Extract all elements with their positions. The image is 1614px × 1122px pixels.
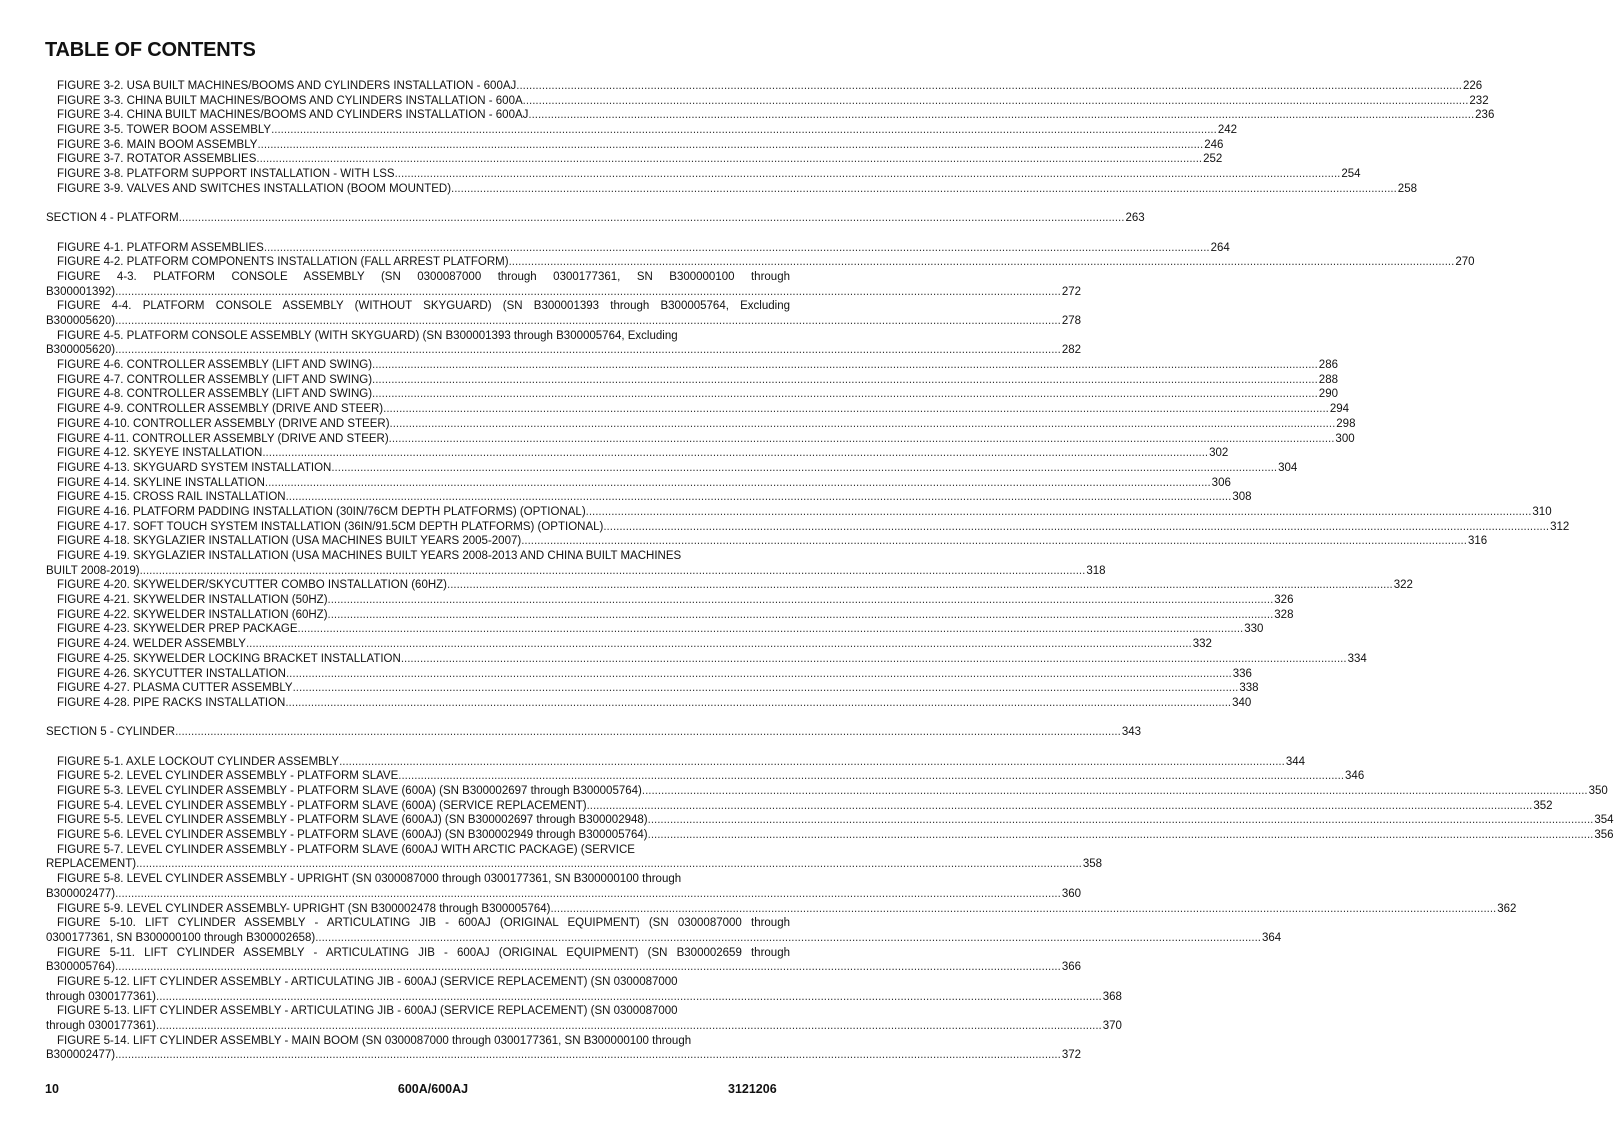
toc-page-number: 312 [1550,520,1570,533]
dot-leader [115,960,1061,975]
toc-entry-text: FIGURE 3-9. VALVES AND SWITCHES INSTALLATION (BOOM MOUNTED) [57,182,452,195]
toc-entry-text: B300005620) [46,315,116,327]
toc-entry-text: FIGURE 4-13. SKYGUARD SYSTEM INSTALLATION [57,461,332,474]
dot-leader [521,534,1467,549]
toc-entry-text: FIGURE 4-25. SKYWELDER LOCKING BRACKET INSTALLATION [57,652,401,665]
toc-entry-text: FIGURE 4-11. CONTROLLER ASSEMBLY (DRIVE AND STEER) [57,432,389,445]
dot-leader [372,387,1318,402]
toc-entry[interactable] [46,108,1495,123]
toc-entry[interactable] [46,784,1608,799]
dot-leader [389,432,1335,447]
dot-leader [648,828,1594,843]
toc-entry-text: B300005620) [46,344,116,357]
dot-leader [395,167,1341,182]
toc-entry-text: FIGURE 4-2. PLATFORM COMPONENTS INSTALLATION (FALL ARREST PLATFORM) [57,256,509,269]
dot-leader [298,622,1244,637]
toc-page-number: 354 [1594,814,1614,827]
toc-page-number: 264 [1210,241,1230,254]
toc-page-number: 330 [1244,623,1264,636]
toc-entry-text: BUILT 2008-2019) [46,564,140,577]
dot-leader [115,285,1061,300]
toc-entry[interactable] [46,314,1081,329]
dot-leader [115,1048,1061,1063]
footer-doc-number: 3121206 [728,1082,777,1096]
toc-page-number: 366 [1061,961,1081,974]
toc-entry-line1[interactable]: FIGURE 4-4. PLATFORM CONSOLE ASSEMBLY (WITHOUT SKYGUARD) (SN B300001393 through B300005764, Excluding [57,300,790,313]
toc-entry-text: FIGURE 4-21. SKYWELDER INSTALLATION (50HZ) [57,594,328,607]
toc-page-number: 360 [1061,887,1081,900]
dot-leader [262,446,1208,461]
dot-leader [156,1019,1102,1034]
dot-leader [328,593,1274,608]
toc-entry-text: FIGURE 4-16. PLATFORM PADDING INSTALLATION (30IN/76CM DEPTH PLATFORMS) (OPTIONAL) [57,505,586,518]
toc-page-number: 258 [1397,182,1417,195]
toc-entry[interactable] [46,387,1338,402]
dot-leader [179,211,1125,226]
toc-entry[interactable] [46,520,1570,535]
spacer [46,197,790,212]
toc-entry[interactable] [46,960,1081,975]
dot-leader [257,138,1203,153]
toc-entry-text: FIGURE 4-18. SKYGLAZIER INSTALLATION (USA MACHINES BUILT YEARS 2005-2007) [57,535,522,548]
toc-entry-text: FIGURE 4-20. SKYWELDER/SKYCUTTER COMBO INSTALLATION (60HZ) [57,579,448,592]
toc-entry[interactable] [46,534,1488,549]
dot-leader [390,417,1336,432]
toc-entry-text: FIGURE 4-7. CONTROLLER ASSEMBLY (LIFT AND SWING) [57,373,373,386]
spacer [46,711,790,726]
toc-entry[interactable] [46,902,1517,917]
toc-page-number: 318 [1086,564,1106,577]
toc-page-number: 352 [1533,799,1553,812]
dot-leader [256,152,1202,167]
toc-entry[interactable] [46,373,1338,388]
dot-leader [115,887,1061,902]
toc-entry-text: FIGURE 4-23. SKYWELDER PREP PACKAGE [57,623,298,636]
toc-entry[interactable] [46,94,1489,109]
toc-entry[interactable] [46,490,1252,505]
toc-entry[interactable] [46,285,1081,300]
toc-entry-text: FIGURE 3-3. CHINA BUILT MACHINES/BOOMS AND CYLINDERS INSTALLATION - 600A [57,94,523,107]
page-title: TABLE OF CONTENTS [45,39,256,61]
dot-leader [286,667,1232,682]
toc-entry[interactable] [46,123,1238,138]
toc-entry-text: FIGURE 4-27. PLASMA CUTTER ASSEMBLY [57,682,293,695]
toc-entry[interactable] [46,241,1230,256]
toc-page-number: 306 [1211,476,1231,489]
toc-page-number: 336 [1232,667,1252,680]
toc-entry-line1[interactable]: FIGURE 5-13. LIFT CYLINDER ASSEMBLY - ARTICULATING JIB - 600AJ (SERVICE REPLACEMENT) (SN 0300087000 [57,1005,678,1018]
dot-leader [156,990,1102,1005]
toc-section[interactable] [46,725,1142,740]
toc-entry[interactable] [46,1019,1122,1034]
toc-entry[interactable] [46,755,1305,770]
toc-entry[interactable] [46,1048,1081,1063]
toc-entry[interactable] [46,578,1413,593]
toc-entry-text: FIGURE 3-2. USA BUILT MACHINES/BOOMS AND CYLINDERS INSTALLATION - 600AJ [57,80,517,92]
toc-entry-line1[interactable]: FIGURE 5-11. LIFT CYLINDER ASSEMBLY - ARTICULATING JIB - 600AJ (ORIGINAL EQUIPMENT) (SN B300002659 through [57,946,790,959]
toc-page-number: 340 [1232,696,1252,709]
dot-leader [516,79,1462,94]
toc-entry[interactable] [46,505,1552,520]
dot-leader [339,755,1285,770]
toc-page-number: 343 [1121,726,1142,739]
toc-entry-text: FIGURE 5-3. LEVEL CYLINDER ASSEMBLY - PLATFORM SLAVE (600A) (SN B300002697 through B300005764) [57,785,642,797]
toc-entry-text: FIGURE 5-9. LEVEL CYLINDER ASSEMBLY- UPRIGHT (SN B300002478 through B300005764) [57,902,551,915]
toc-page-number: 252 [1203,153,1223,166]
toc-page-number: 288 [1318,373,1338,386]
toc-entry[interactable] [46,564,1106,579]
toc-entry-text: FIGURE 4-12. SKYEYE INSTALLATION [57,447,263,460]
toc-entry-line1[interactable]: FIGURE 5-12. LIFT CYLINDER ASSEMBLY - ARTICULATING JIB - 600AJ (SERVICE REPLACEMENT) (SN 0300087000 [57,975,678,988]
toc-entry[interactable] [46,255,1475,270]
toc-entry[interactable] [46,138,1224,153]
toc-entry-text: FIGURE 4-15. CROSS RAIL INSTALLATION [57,491,286,504]
toc-entry-line1[interactable]: FIGURE 4-3. PLATFORM CONSOLE ASSEMBLY (SN 0300087000 through 0300177361, SN B300000100 through [57,270,790,283]
toc-entry-line1[interactable]: FIGURE 5-8. LEVEL CYLINDER ASSEMBLY - UPRIGHT (SN 0300087000 through 0300177361, SN B300000100 through [57,873,682,886]
toc-entry-text: FIGURE 4-6. CONTROLLER ASSEMBLY (LIFT AND SWING) [57,359,373,372]
toc-entry-text: FIGURE 4-1. PLATFORM ASSEMBLIES [57,241,264,254]
toc-entry-line1[interactable]: FIGURE 5-7. LEVEL CYLINDER ASSEMBLY - PLATFORM SLAVE (600AJ WITH ARCTIC PACKAGE) (SERVICE [57,843,635,856]
toc-entry[interactable] [46,769,1365,784]
toc-page-number: 316 [1467,535,1488,548]
toc-entry[interactable] [46,461,1298,476]
dot-leader [383,402,1329,417]
toc-page-number: 290 [1318,388,1338,401]
spacer [46,226,790,241]
toc-page-number: 254 [1341,168,1361,181]
dot-leader [398,769,1344,784]
toc-page-number: 322 [1393,579,1413,592]
dot-leader [293,681,1239,696]
toc-entry-text: FIGURE 3-6. MAIN BOOM ASSEMBLY [57,138,258,151]
toc-entry[interactable] [46,799,1553,814]
toc-entry[interactable] [46,402,1350,417]
toc-entry-text: FIGURE 4-17. SOFT TOUCH SYSTEM INSTALLATION (36IN/91.5CM DEPTH PLATFORMS) (OPTIONAL) [57,520,604,533]
toc-entry-text: FIGURE 3-5. TOWER BOOM ASSEMBLY [57,124,272,137]
toc-page-number: 370 [1102,1020,1122,1032]
footer-page-number: 10 [45,1082,59,1096]
toc-entry-text: FIGURE 5-4. LEVEL CYLINDER ASSEMBLY - PLATFORM SLAVE (600A) (SERVICE REPLACEMENT) [57,799,587,812]
dot-leader [372,373,1318,388]
toc-entry[interactable] [46,167,1361,182]
toc-page-number: 304 [1278,461,1298,474]
toc-entry-text: B300001392) [46,285,116,298]
spacer [46,740,790,755]
toc-page-number: 294 [1329,403,1350,416]
toc-entry-text: B300002477) [46,887,116,900]
toc-entry-line1[interactable]: FIGURE 5-14. LIFT CYLINDER ASSEMBLY - MAIN BOOM (SN 0300087000 through 0300177361, SN B300000100 through [57,1034,692,1047]
toc-page-number: 310 [1532,505,1552,518]
toc-entry-line1[interactable]: FIGURE 4-5. PLATFORM CONSOLE ASSEMBLY (WITH SKYGUARD) (SN B300001393 through B300005764, Excluding [57,329,678,342]
toc-entry-text: FIGURE 4-9. CONTROLLER ASSEMBLY (DRIVE AND STEER) [57,403,384,416]
toc-entry[interactable] [46,931,1282,946]
dot-leader [550,902,1496,917]
toc-page-number: 236 [1475,109,1495,122]
toc-entry[interactable] [46,696,1252,711]
toc-entry[interactable] [46,813,1614,828]
toc-entry-text: FIGURE 4-28. PIPE RACKS INSTALLATION [57,696,286,709]
toc-entry-text: 0300177361, SN B300000100 through B300002658) [46,931,316,944]
toc-entry[interactable] [46,476,1231,491]
toc-page-number: 232 [1469,94,1489,107]
toc-entry-text: FIGURE 4-26. SKYCUTTER INSTALLATION [57,667,286,680]
toc-page-number: 332 [1192,638,1212,651]
toc-entry-text: FIGURE 5-5. LEVEL CYLINDER ASSEMBLY - PLATFORM SLAVE (600AJ) (SN B300002697 through B300002948) [57,814,648,827]
dot-leader [286,490,1232,505]
toc-entry[interactable] [46,343,1081,358]
toc-entry-line1[interactable]: FIGURE 4-19. SKYGLAZIER INSTALLATION (USA MACHINES BUILT YEARS 2008-2013 AND CHINA BUILT MACHINES [57,550,682,562]
toc-page-number: 362 [1497,902,1517,915]
toc-entry[interactable] [46,182,1417,197]
dot-leader [136,857,1082,872]
toc-entry-text: FIGURE 5-6. LEVEL CYLINDER ASSEMBLY - PLATFORM SLAVE (600AJ) (SN B300002949 through B300005764) [57,829,648,842]
toc-entry[interactable] [46,432,1355,447]
toc-page-number: 344 [1285,755,1305,768]
toc-entry-text: FIGURE 4-10. CONTROLLER ASSEMBLY (DRIVE AND STEER) [57,417,390,430]
toc-entry-text: FIGURE 5-1. AXLE LOCKOUT CYLINDER ASSEMBLY [57,755,340,768]
toc-entry-text: through 0300177361) [46,1020,156,1032]
dot-leader [246,637,1192,652]
toc-page-number: 270 [1455,256,1475,269]
dot-leader [642,784,1588,799]
toc-entry-text: FIGURE 3-8. PLATFORM SUPPORT INSTALLATION - WITH LSS [57,168,395,181]
toc-entry[interactable] [46,446,1229,461]
toc-page-number: 282 [1061,344,1081,357]
dot-leader [331,461,1277,476]
toc-entry-text: SECTION 5 - CYLINDER [46,726,176,739]
toc-page-number: 246 [1204,138,1224,151]
dot-leader [447,578,1393,593]
dot-leader [140,564,1086,579]
toc-page-number: 350 [1588,785,1608,797]
toc-entry-text: FIGURE 3-4. CHINA BUILT MACHINES/BOOMS AND CYLINDERS INSTALLATION - 600AJ [57,109,529,122]
toc-page-number: 308 [1232,491,1252,504]
toc-page-number: 358 [1082,858,1103,871]
toc-page-number: 372 [1061,1049,1081,1062]
dot-leader [315,931,1261,946]
dot-leader [372,358,1318,373]
toc-entry[interactable] [46,417,1356,432]
toc-entry[interactable] [46,637,1212,652]
dot-leader [603,520,1549,535]
toc-entry[interactable] [46,622,1264,637]
toc-entry-text: FIGURE 4-8. CONTROLLER ASSEMBLY (LIFT AND SWING) [57,388,373,401]
dot-leader [175,725,1121,740]
dot-leader [587,799,1533,814]
toc-entry-text: B300002477) [46,1049,116,1062]
toc-entry[interactable] [46,79,1483,94]
toc-page-number: 334 [1347,652,1367,665]
toc-entry-text: FIGURE 5-2. LEVEL CYLINDER ASSEMBLY - PLATFORM SLAVE [57,770,399,783]
toc-entry-text: FIGURE 4-24. WELDER ASSEMBLY [57,638,246,651]
dot-leader [115,343,1061,358]
dot-leader [648,813,1594,828]
toc-entry-line1[interactable]: FIGURE 5-10. LIFT CYLINDER ASSEMBLY - ARTICULATING JIB - 600AJ (ORIGINAL EQUIPMENT) (SN 0300087000 through [57,917,790,930]
toc-page-number: 226 [1463,80,1483,92]
toc-entry[interactable] [46,593,1294,608]
dot-leader [451,182,1397,197]
toc-entry[interactable] [46,667,1252,682]
toc-page-number: 278 [1061,315,1081,327]
toc-page-number: 338 [1239,682,1259,695]
toc-page-number: 356 [1594,829,1614,842]
toc-entry-text: SECTION 4 - PLATFORM [46,212,179,225]
dot-leader [115,314,1061,329]
toc-page-number: 368 [1102,990,1122,1003]
toc-entry-text: B300005764) [46,961,116,974]
toc-entry-text: FIGURE 4-22. SKYWELDER INSTALLATION (60HZ) [57,608,328,621]
dot-leader [265,476,1211,491]
toc-entry[interactable] [46,857,1103,872]
dot-leader [509,255,1455,270]
toc-page-number: 326 [1274,594,1294,607]
dot-leader [271,123,1217,138]
dot-leader [586,505,1532,520]
toc-entry-text: REPLACEMENT) [46,858,137,871]
toc-entry[interactable] [46,990,1122,1005]
toc-page-number: 263 [1125,212,1145,225]
toc-entry[interactable] [46,152,1223,167]
dot-leader [523,94,1469,109]
toc-page-number: 298 [1336,417,1356,430]
toc-entry[interactable] [46,358,1338,373]
toc-page-number: 286 [1318,359,1338,372]
toc-page-number: 328 [1274,608,1294,621]
toc-page-number: 272 [1061,285,1081,298]
toc-entry-text: through 0300177361) [46,990,156,1003]
footer-model: 600A/600AJ [397,1082,469,1096]
toc-entry[interactable] [46,887,1081,902]
toc-entry[interactable] [46,652,1367,667]
toc-entry-text: FIGURE 3-7. ROTATOR ASSEMBLIES [57,153,257,166]
toc-entry[interactable] [46,681,1259,696]
toc-page-number: 364 [1261,931,1282,944]
dot-leader [328,608,1274,623]
toc-page-number: 300 [1335,432,1355,445]
dot-leader [285,696,1231,711]
dot-leader [264,241,1210,256]
toc-section[interactable] [46,211,1145,226]
toc-entry[interactable] [46,608,1294,623]
toc-page-number: 242 [1217,124,1238,137]
toc-entry[interactable] [46,828,1614,843]
toc-entry-text: FIGURE 4-14. SKYLINE INSTALLATION [57,476,265,489]
toc-page-number: 302 [1209,447,1229,460]
toc-list [46,79,1614,1063]
toc-page-number: 346 [1345,770,1365,783]
dot-leader [401,652,1347,667]
dot-leader [528,108,1474,123]
